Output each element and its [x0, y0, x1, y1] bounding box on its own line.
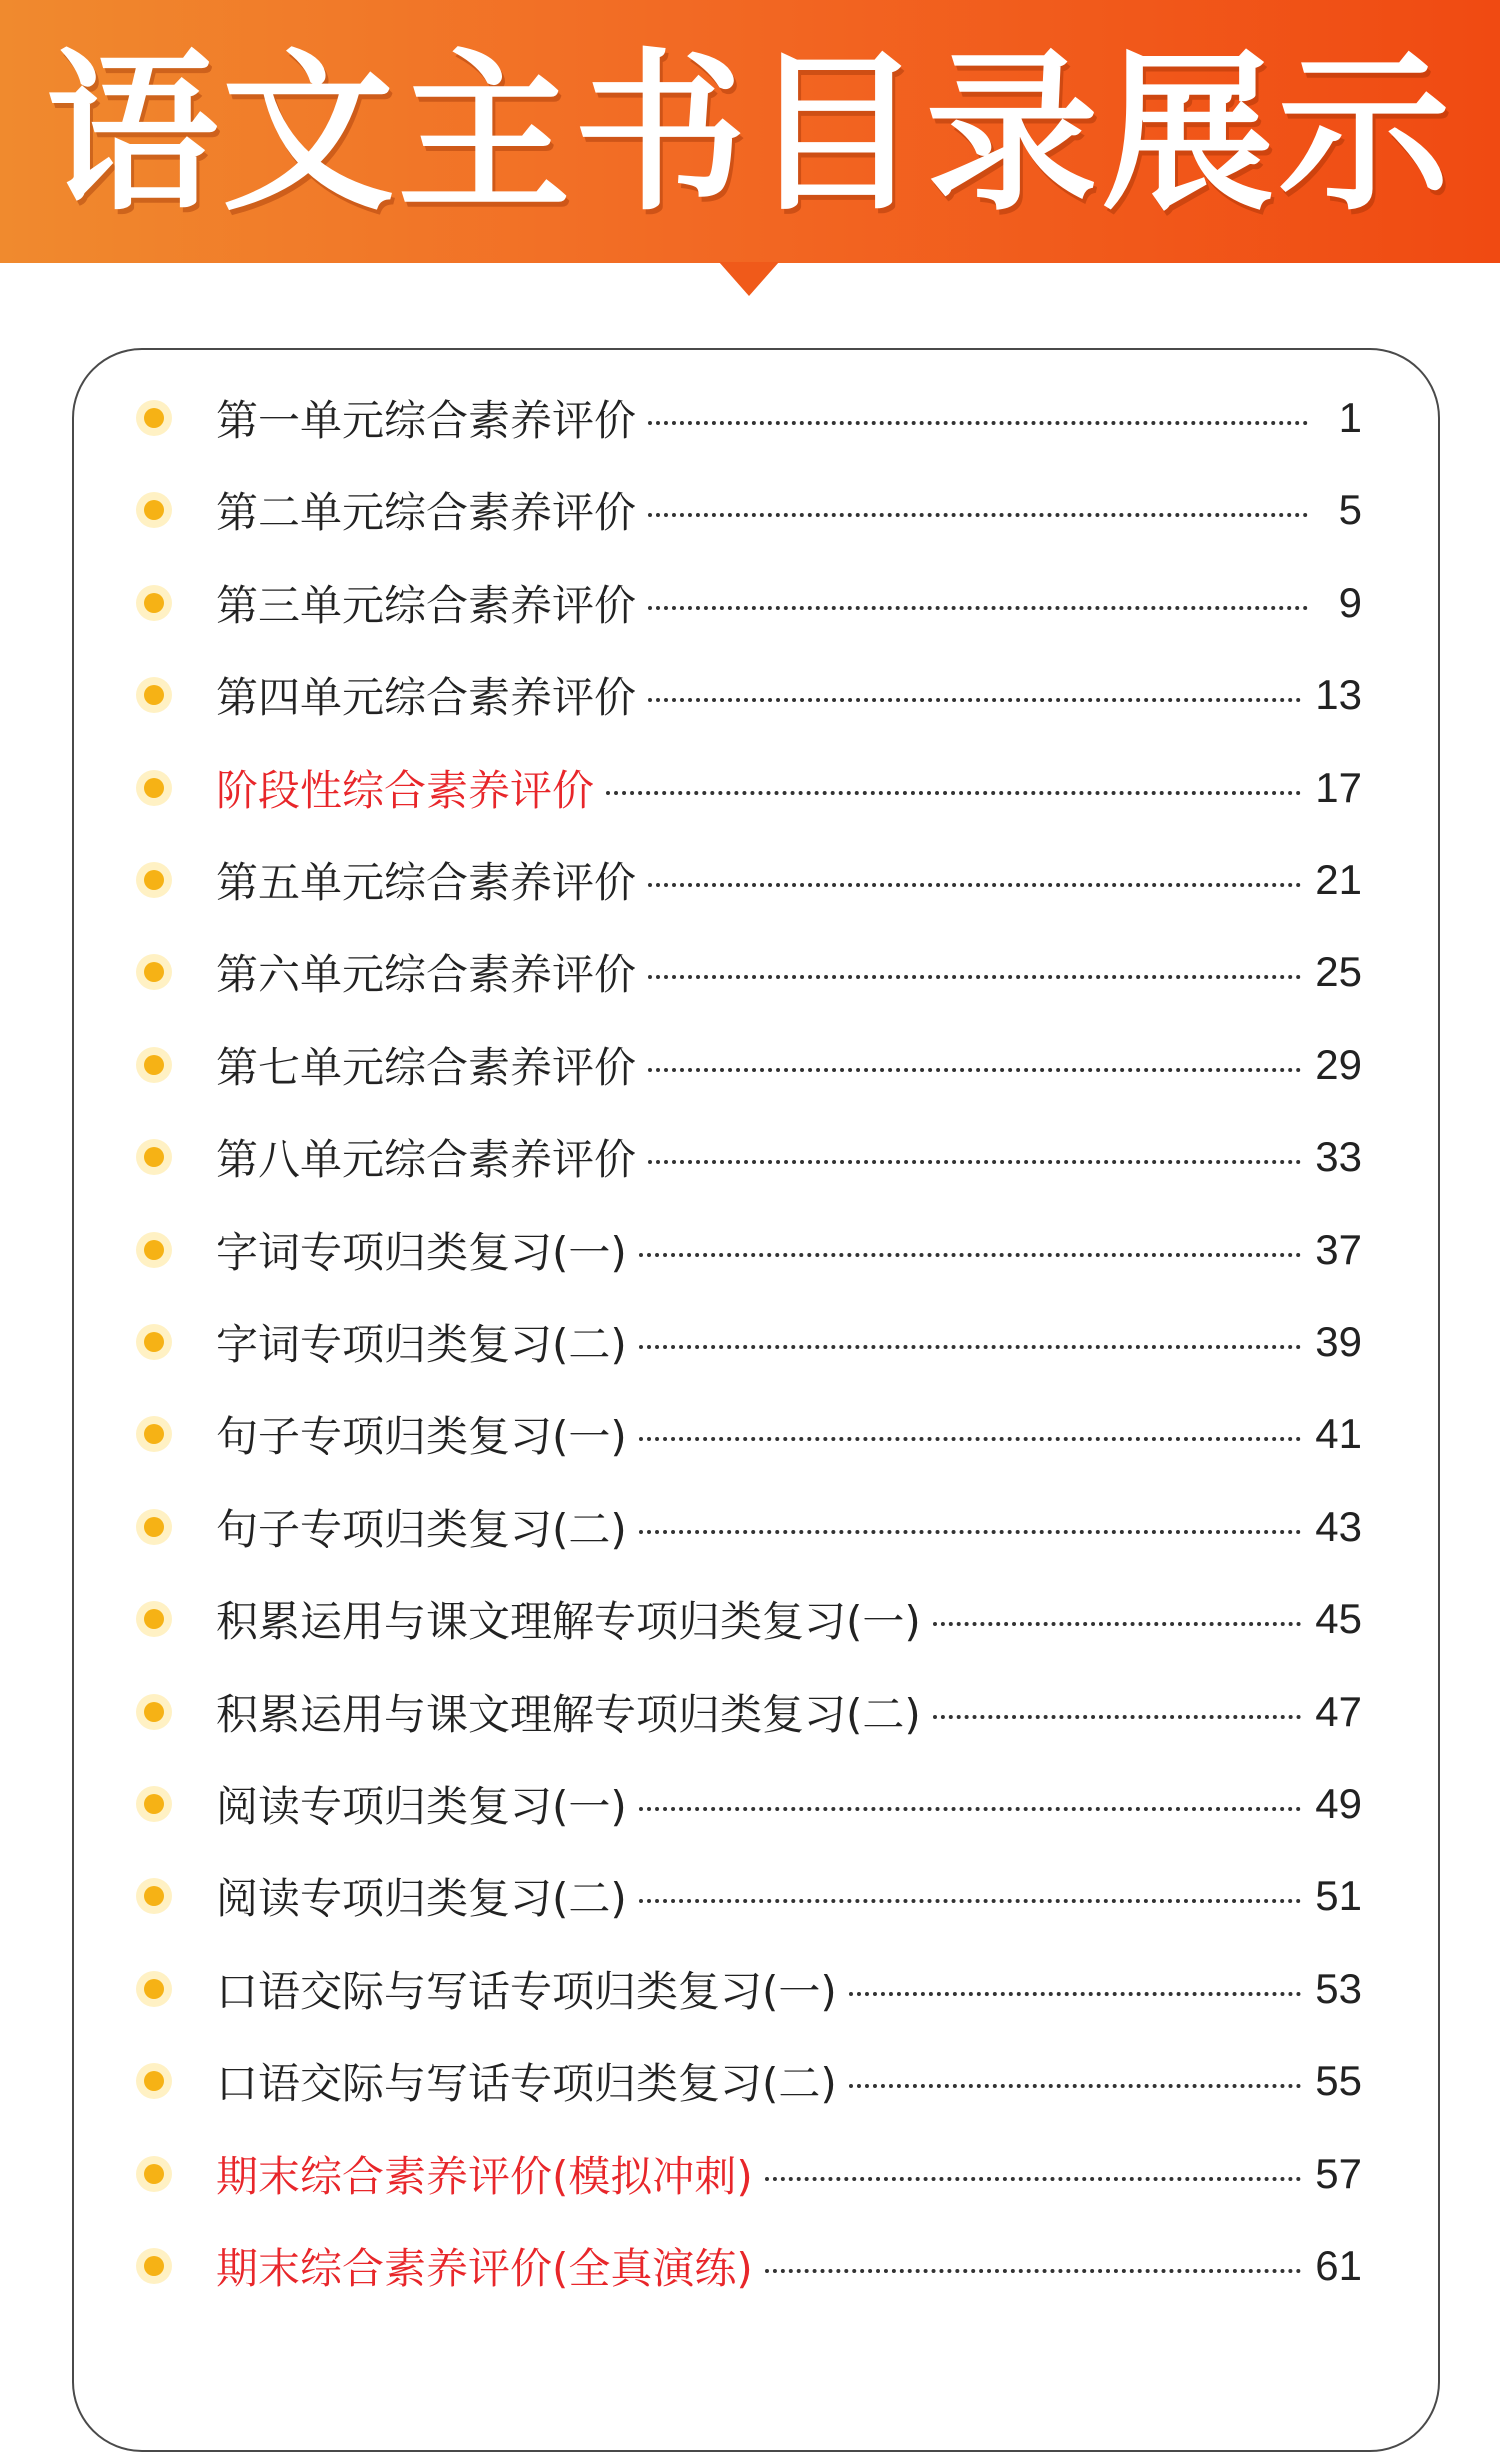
bullet-dot-icon	[136, 1509, 172, 1545]
toc-item-title: 期末综合素养评价(全真演练)	[216, 2244, 753, 2293]
toc-item-page-number: 5	[1338, 486, 1362, 534]
dotted-leader	[648, 1068, 1301, 1072]
toc-item[interactable]	[72, 1481, 1362, 1573]
toc-item-title: 第一单元综合素养评价	[216, 396, 637, 445]
toc-entry	[216, 1204, 1362, 1296]
toc-item-title: 口语交际与写话专项归类复习(一)	[216, 1966, 837, 2016]
toc-entry	[216, 2128, 1362, 2220]
toc-item[interactable]	[72, 557, 1362, 649]
toc-item[interactable]	[72, 649, 1362, 741]
toc-item[interactable]	[72, 1666, 1362, 1758]
dotted-leader	[648, 606, 1308, 610]
bullet-dot-icon	[136, 770, 172, 806]
toc-item[interactable]	[72, 1850, 1362, 1942]
bullet-dot-icon	[136, 492, 172, 528]
toc-item-page-number: 53	[1315, 1964, 1362, 2012]
toc-item-title: 阶段性综合素养评价	[216, 765, 595, 815]
dotted-leader	[639, 1899, 1302, 1903]
bullet-dot-icon	[136, 1878, 172, 1914]
bullet-dot-icon	[136, 1047, 172, 1083]
toc-item-title: 第二单元综合素养评价	[216, 488, 637, 538]
toc-item-title: 第七单元综合素养评价	[216, 1042, 637, 1092]
toc-item-title: 阅读专项归类复习(二)	[216, 1874, 627, 1924]
toc-entry	[216, 2035, 1362, 2127]
toc-item[interactable]	[72, 1573, 1362, 1665]
toc-item-title: 积累运用与课文理解专项归类复习(二)	[216, 1689, 921, 1739]
toc-item-page-number: 29	[1315, 1040, 1362, 1088]
bullet-dot-icon	[136, 585, 172, 621]
dotted-leader	[849, 1992, 1302, 1996]
toc-item-page-number: 25	[1315, 948, 1362, 996]
toc-item-page-number: 33	[1315, 1133, 1362, 1181]
bullet-dot-icon	[136, 1971, 172, 2007]
bullet-dot-icon	[136, 2248, 172, 2284]
page-title: 语文主书目录展示	[46, 33, 1454, 234]
dotted-leader	[639, 1437, 1302, 1441]
toc-entry	[216, 926, 1362, 1018]
toc-item-title: 句子专项归类复习(二)	[216, 1504, 627, 1554]
toc-item-page-number: 45	[1315, 1595, 1362, 1643]
toc-item[interactable]	[72, 1111, 1362, 1203]
dotted-leader	[639, 1345, 1302, 1349]
toc-entry	[216, 2220, 1362, 2312]
toc-item[interactable]	[72, 1758, 1362, 1850]
dotted-leader	[765, 2177, 1302, 2181]
toc-item[interactable]	[72, 1943, 1362, 2035]
toc-item-title: 第六单元综合素养评价	[216, 950, 637, 1000]
bullet-dot-icon	[136, 1324, 172, 1360]
toc-entry	[216, 1481, 1362, 1573]
toc-entry	[216, 1850, 1362, 1942]
toc-item-page-number: 37	[1315, 1225, 1362, 1273]
bullet-dot-icon	[136, 954, 172, 990]
toc-item-page-number: 57	[1315, 2149, 1362, 2197]
toc-item[interactable]	[72, 926, 1362, 1018]
toc-item[interactable]	[72, 372, 1362, 464]
toc-entry	[216, 464, 1362, 556]
toc-item-page-number: 21	[1315, 856, 1362, 903]
toc-entry	[216, 1573, 1362, 1665]
toc-item[interactable]	[72, 1296, 1362, 1388]
bullet-dot-icon	[136, 2063, 172, 2099]
bullet-dot-icon	[136, 1786, 172, 1822]
dotted-leader	[639, 1530, 1302, 1534]
dotted-leader	[765, 2269, 1302, 2273]
toc-item-title: 字词专项归类复习(一)	[216, 1227, 627, 1277]
toc-item[interactable]	[72, 2128, 1362, 2220]
toc-item[interactable]	[72, 742, 1362, 834]
dotted-leader	[639, 1807, 1302, 1811]
dotted-leader	[648, 513, 1308, 517]
toc-item-page-number: 17	[1315, 763, 1362, 811]
bullet-dot-icon	[136, 2156, 172, 2192]
dotted-leader	[648, 883, 1301, 887]
toc-item-page-number: 41	[1315, 1410, 1362, 1458]
toc-item-title: 期末综合素养评价(模拟冲刺)	[216, 2151, 753, 2201]
bullet-dot-icon	[136, 1139, 172, 1175]
toc-entry	[216, 1943, 1362, 2035]
dotted-leader	[639, 1253, 1302, 1257]
toc-item-title: 句子专项归类复习(一)	[216, 1412, 627, 1462]
toc-item[interactable]	[72, 464, 1362, 556]
toc-entry	[216, 1296, 1362, 1388]
toc-entry	[216, 372, 1362, 464]
bullet-dot-icon	[136, 1694, 172, 1730]
dotted-leader	[933, 1715, 1302, 1719]
toc-entry	[216, 1388, 1362, 1480]
toc-entry	[216, 834, 1362, 926]
dotted-leader	[849, 2084, 1302, 2088]
toc-item[interactable]	[72, 1204, 1362, 1296]
toc-item-title: 第五单元综合素养评价	[216, 858, 637, 907]
toc-entry	[216, 1019, 1362, 1111]
dotted-leader	[648, 421, 1308, 425]
toc-entry	[216, 557, 1362, 649]
toc-item-title: 字词专项归类复习(二)	[216, 1320, 627, 1369]
bullet-dot-icon	[136, 1416, 172, 1452]
toc-item[interactable]	[72, 2220, 1362, 2312]
bullet-dot-icon	[136, 862, 172, 898]
toc-item-title: 第八单元综合素养评价	[216, 1135, 637, 1185]
toc-item-page-number: 51	[1315, 1872, 1362, 1920]
dotted-leader	[648, 975, 1301, 979]
toc-item-page-number: 47	[1315, 1687, 1362, 1735]
toc-item[interactable]	[72, 1388, 1362, 1480]
toc-item[interactable]	[72, 2035, 1362, 2127]
toc-item[interactable]	[72, 834, 1362, 926]
toc-item-title: 第三单元综合素养评价	[216, 580, 637, 630]
bullet-dot-icon	[136, 1601, 172, 1637]
toc-item-title: 口语交际与写话专项归类复习(二)	[216, 2059, 837, 2109]
toc-item-page-number: 61	[1315, 2242, 1362, 2289]
dotted-leader	[606, 791, 1301, 795]
bullet-dot-icon	[136, 677, 172, 713]
toc-item-title: 第四单元综合素养评价	[216, 673, 637, 723]
toc-entry	[216, 1111, 1362, 1203]
toc-item-page-number: 49	[1315, 1780, 1362, 1827]
toc-entry	[216, 1758, 1362, 1850]
toc-entry	[216, 649, 1362, 741]
toc-item-page-number: 1	[1338, 394, 1362, 441]
toc-item-page-number: 9	[1338, 578, 1362, 626]
toc-item-title: 阅读专项归类复习(一)	[216, 1782, 627, 1831]
dotted-leader	[933, 1622, 1302, 1626]
toc-item[interactable]	[72, 1019, 1362, 1111]
toc-item-page-number: 13	[1315, 671, 1362, 719]
toc-item-page-number: 39	[1315, 1318, 1362, 1365]
dotted-leader	[648, 698, 1301, 702]
banner-pointer-icon	[719, 262, 779, 296]
toc-item-page-number: 55	[1315, 2057, 1362, 2105]
toc-item-title: 积累运用与课文理解专项归类复习(一)	[216, 1597, 921, 1647]
toc-entry	[216, 1666, 1362, 1758]
bullet-dot-icon	[136, 1232, 172, 1268]
header-banner	[0, 0, 1500, 263]
dotted-leader	[648, 1160, 1301, 1164]
toc-item-page-number: 43	[1315, 1502, 1362, 1550]
toc-entry	[216, 742, 1362, 834]
bullet-dot-icon	[136, 400, 172, 436]
